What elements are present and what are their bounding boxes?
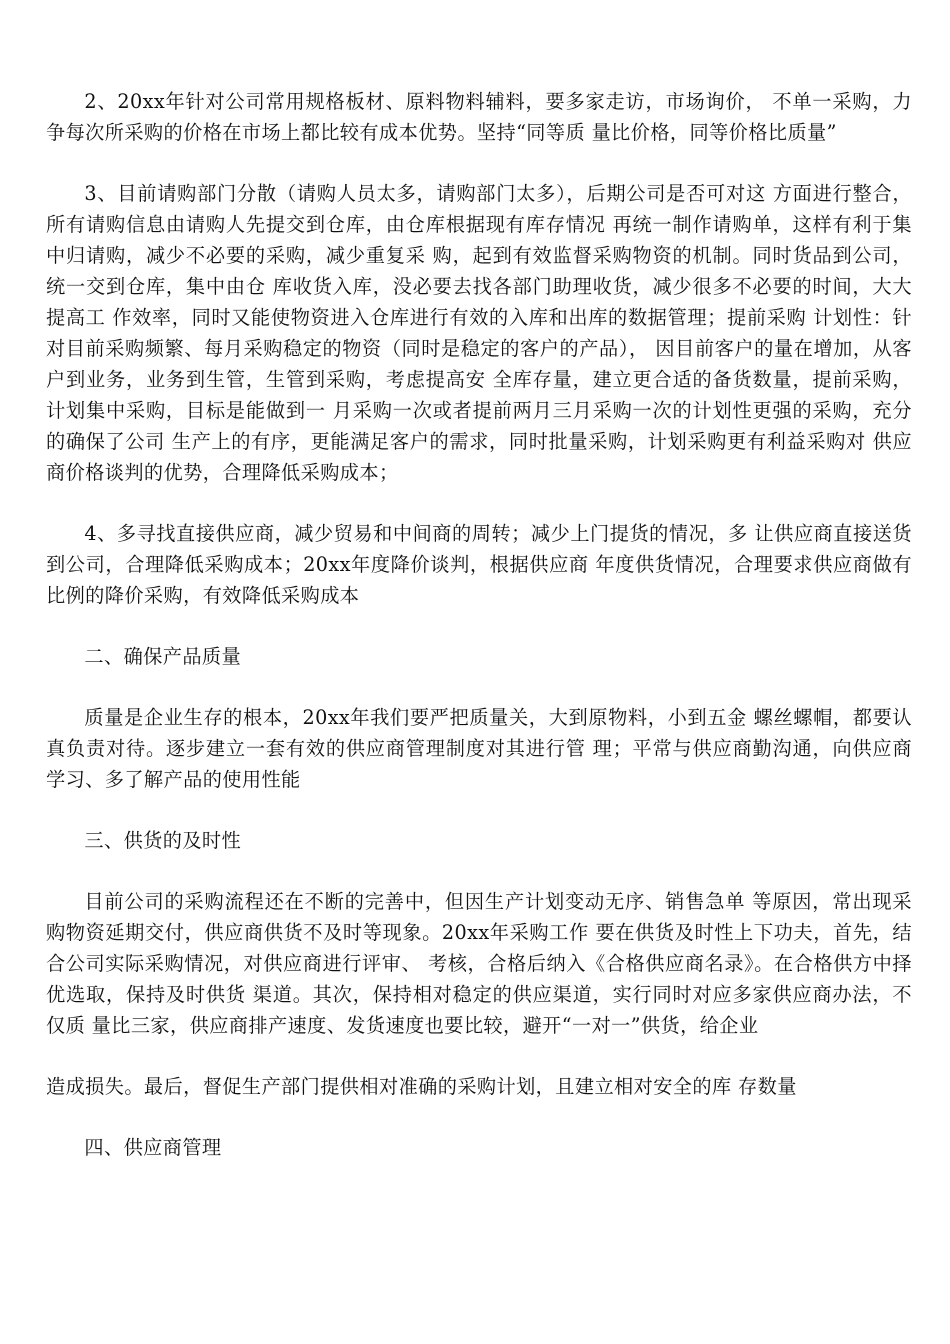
section-heading-timeliness: 三、供货的及时性 <box>84 829 242 852</box>
section-timeliness-text: 目前公司的采购流程还在不断的完善中，但因生产计划变动无序、销售急单 等原因，常出现采购物资延期交付，供应商供货不及时等现象。20xx年采购工作 要在供货及时性上下功夫，首先，结合公司实际采购情况，对供应商进行评审、 考核，合格后纳入《合格供应商名录》。在合格供方中择优选取，保持及时供货 渠道。其次，保持相对稳定的供应渠道，实行同时对应多家供应商办法，不仅质 量比三家，供应商排产速度、发货速度也要比较，避开“一对一”供货，给企业 <box>46 890 912 1037</box>
section-quality-text: 质量是企业生存的根本，20xx年我们要严把质量关，大到原物料，小到五金 螺丝螺帽，都要认真负责对待。逐步建立一套有效的供应商管理制度对其进行管 理；平常与供应商勤沟通，向供应商学习、多了解产品的使用性能 <box>46 706 912 791</box>
paragraph-4: 4、多寻找直接供应商，减少贸易和中间商的周转；减少上门提货的情况，多 让供应商直接送货到公司，合理降低采购成本；20xx年度降价谈判，根据供应商 年度供货情况，合理要求供应商做有比例的降价采购，有效降低采购成本 <box>46 522 912 607</box>
section-timeliness-continuation: 造成损失。最后，督促生产部门提供相对准确的采购计划，且建立相对安全的库 存数量 <box>46 1075 797 1098</box>
paragraph-2: 2、20xx年针对公司常用规格板材、原料物料辅料，要多家走访，市场询价， 不单一采购，力争每次所采购的价格在市场上都比较有成本优势。坚持“同等质 量比价格，同等价格比质量” <box>46 90 912 144</box>
section-heading-quality: 二、确保产品质量 <box>84 645 242 668</box>
section-heading-supplier-management: 四、供应商管理 <box>84 1136 222 1159</box>
document-page <box>46 86 912 1163</box>
paragraph-3: 3、目前请购部门分散（请购人员太多，请购部门太多），后期公司是否可对这 方面进行整合，所有请购信息由请购人先提交到仓库，由仓库根据现有库存情况 再统一制作请购单，这样有利于集中归请购，减少不必要的采购，减少重复采 购，起到有效监督采购物资的机制。同时货品到公司，统一交到仓库，集中由仓 库收货入库，没必要去找各部门助理收货，减少很多不必要的时间，大大提高工 作效率，同时又能使物资进入仓库进行有效的入库和出库的数据管理；提前采购 计划性：针对目前采购频繁、每月采购稳定的物资（同时是稳定的客户的产品）， 因目前客户的量在增加，从客户到业务，业务到生管，生管到采购，考虑提高安 全库存量，建立更合适的备货数量，提前采购，计划集中采购，目标是能做到一 月采购一次或者提前两月三月采购一次的计划性更强的采购，充分的确保了公司 生产上的有序，更能满足客户的需求，同时批量采购，计划采购更有利益采购对 供应商价格谈判的优势，合理降低采购成本； <box>46 182 912 484</box>
